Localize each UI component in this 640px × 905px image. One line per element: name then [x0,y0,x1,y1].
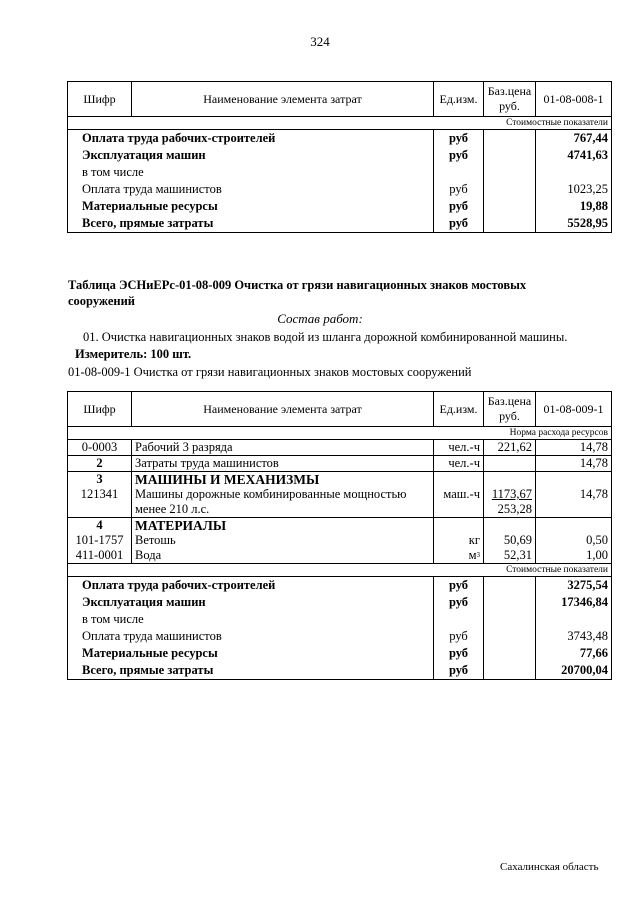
row-price [484,472,536,488]
cost-row [68,215,612,233]
cost-row [68,577,612,595]
header-code: 01-08-009-1 [536,392,612,427]
header-shifr: Шифр [68,82,132,117]
table-2-body [68,577,612,680]
table-header-row [68,82,612,117]
row-name: МАШИНЫ И МЕХАНИЗМЫ [132,472,434,488]
cost-price [484,645,536,662]
row-shifr: 411-0001 [68,548,132,564]
resource-group-row [68,472,612,488]
price-line-2: 253,28 [497,502,532,516]
cost-value: 77,66 [536,645,612,662]
cost-name: Оплата труда машинистов [68,628,434,645]
resource-group-row [68,518,612,534]
resource-row [68,440,612,456]
row-value [536,472,612,488]
cost-row [68,147,612,164]
row-value: 14,78 [536,440,612,456]
row-name: Машины дорожные комбинированные мощностью менее 210 л.с. [132,487,434,518]
cost-row [68,594,612,611]
cost-price [484,577,536,595]
row-name: МАТЕРИАЛЫ [132,518,434,534]
row-name: Затраты труда машинистов [132,456,434,472]
footer-region: Сахалинская область [500,861,599,873]
cost-price [484,594,536,611]
cost-unit [434,164,484,181]
cost-name: Материальные ресурсы [68,198,434,215]
cost-value: 4741,63 [536,147,612,164]
row-unit: кг [434,533,484,548]
cost-table-1 [67,81,612,233]
cost-unit: руб [434,662,484,680]
row-price [484,456,536,472]
cost-row [68,662,612,680]
row-price [484,487,536,518]
unit-superscript: 3 [476,551,480,559]
cost-value: 3275,54 [536,577,612,595]
cost-unit: руб [434,130,484,148]
cost-row [68,130,612,148]
cost-row [68,628,612,645]
header-shifr: Шифр [68,392,132,427]
header-unit: Ед.изм. [434,392,484,427]
work-composition-title: Состав работ: [277,311,363,326]
norm-section-row [68,427,612,440]
table-title: Таблица ЭСНиЕРс-01-08-009 Очистка от грязи навигационных знаков мостовых сооружений [68,278,527,308]
cost-table-2 [67,391,612,680]
cost-name: в том числе [68,164,434,181]
section-label: Стоимостные показатели [68,117,612,130]
cost-price [484,215,536,233]
cost-name: Оплата труда рабочих-строителей [68,130,434,148]
cost-value: 3743,48 [536,628,612,645]
header-base-price: Баз.цена руб. [484,82,536,117]
cost-name: Оплата труда рабочих-строителей [68,577,434,595]
cost-price [484,181,536,198]
row-name: Рабочий 3 разряда [132,440,434,456]
cost-row [68,181,612,198]
cost-name: в том числе [68,611,434,628]
row-shifr: 4 [68,518,132,534]
row-name: Вода [132,548,434,564]
row-price [484,518,536,534]
cost-price [484,198,536,215]
cost-name: Эксплуатация машин [68,594,434,611]
table-header-row [68,392,612,427]
header-code: 01-08-008-1 [536,82,612,117]
row-price: 50,69 [484,533,536,548]
header-base-price: Баз.цена руб. [484,392,536,427]
row-shifr: 3 [68,472,132,488]
row-shifr: 0-0003 [68,440,132,456]
row-price: 52,31 [484,548,536,564]
cost-name: Всего, прямые затраты [68,662,434,680]
section-row [68,117,612,130]
cost-price [484,611,536,628]
row-price: 221,62 [484,440,536,456]
row-unit [434,548,484,564]
cost-value: 1023,25 [536,181,612,198]
row-value: 14,78 [536,487,612,518]
page-number: 324 [310,34,330,49]
row-unit: маш.-ч [434,487,484,518]
cost-name: Эксплуатация машин [68,147,434,164]
cost-unit: руб [434,628,484,645]
cost-price [484,628,536,645]
row-shifr: 121341 [68,487,132,518]
code-line: 01-08-009-1 Очистка от грязи навигационных знаков мостовых сооружений [68,365,472,379]
resource-row [68,456,612,472]
cost-unit: руб [434,181,484,198]
row-unit [434,472,484,488]
resource-row [68,487,612,518]
cost-unit [434,611,484,628]
cost-value: 767,44 [536,130,612,148]
cost-value [536,611,612,628]
resource-row [68,533,612,548]
cost-price [484,147,536,164]
row-value: 14,78 [536,456,612,472]
header-unit: Ед.изм. [434,82,484,117]
cost-price [484,164,536,181]
work-composition-item: 01. Очистка навигационных знаков водой из шланга дорожной комбинированной машины. [83,330,568,344]
unit-text: м [468,548,477,562]
norm-label: Норма расхода ресурсов [68,427,612,440]
cost-row [68,164,612,181]
section-label: Стоимостные показатели [68,564,612,577]
cost-value: 20700,04 [536,662,612,680]
cost-unit: руб [434,215,484,233]
cost-price [484,662,536,680]
row-value: 1,00 [536,548,612,564]
header-name: Наименование элемента затрат [132,82,434,117]
cost-row [68,198,612,215]
cost-value [536,164,612,181]
header-name: Наименование элемента затрат [132,392,434,427]
row-value [536,518,612,534]
cost-value: 5528,95 [536,215,612,233]
cost-unit: руб [434,577,484,595]
cost-name: Оплата труда машинистов [68,181,434,198]
row-unit: чел.-ч [434,440,484,456]
cost-value: 19,88 [536,198,612,215]
cost-unit: руб [434,594,484,611]
resource-row [68,548,612,564]
cost-name: Материальные ресурсы [68,645,434,662]
section-row [68,564,612,577]
cost-name: Всего, прямые затраты [68,215,434,233]
cost-unit: руб [434,198,484,215]
cost-price [484,130,536,148]
measurement-unit: Измеритель: 100 шт. [75,347,192,361]
cost-row [68,611,612,628]
cost-value: 17346,84 [536,594,612,611]
row-unit: чел.-ч [434,456,484,472]
cost-unit: руб [434,147,484,164]
row-value: 0,50 [536,533,612,548]
row-name: Ветошь [132,533,434,548]
row-unit [434,518,484,534]
row-shifr: 2 [68,456,132,472]
cost-unit: руб [434,645,484,662]
cost-row [68,645,612,662]
table-1-body [68,130,612,233]
price-line-1: 1173,67 [491,487,532,501]
row-shifr: 101-1757 [68,533,132,548]
